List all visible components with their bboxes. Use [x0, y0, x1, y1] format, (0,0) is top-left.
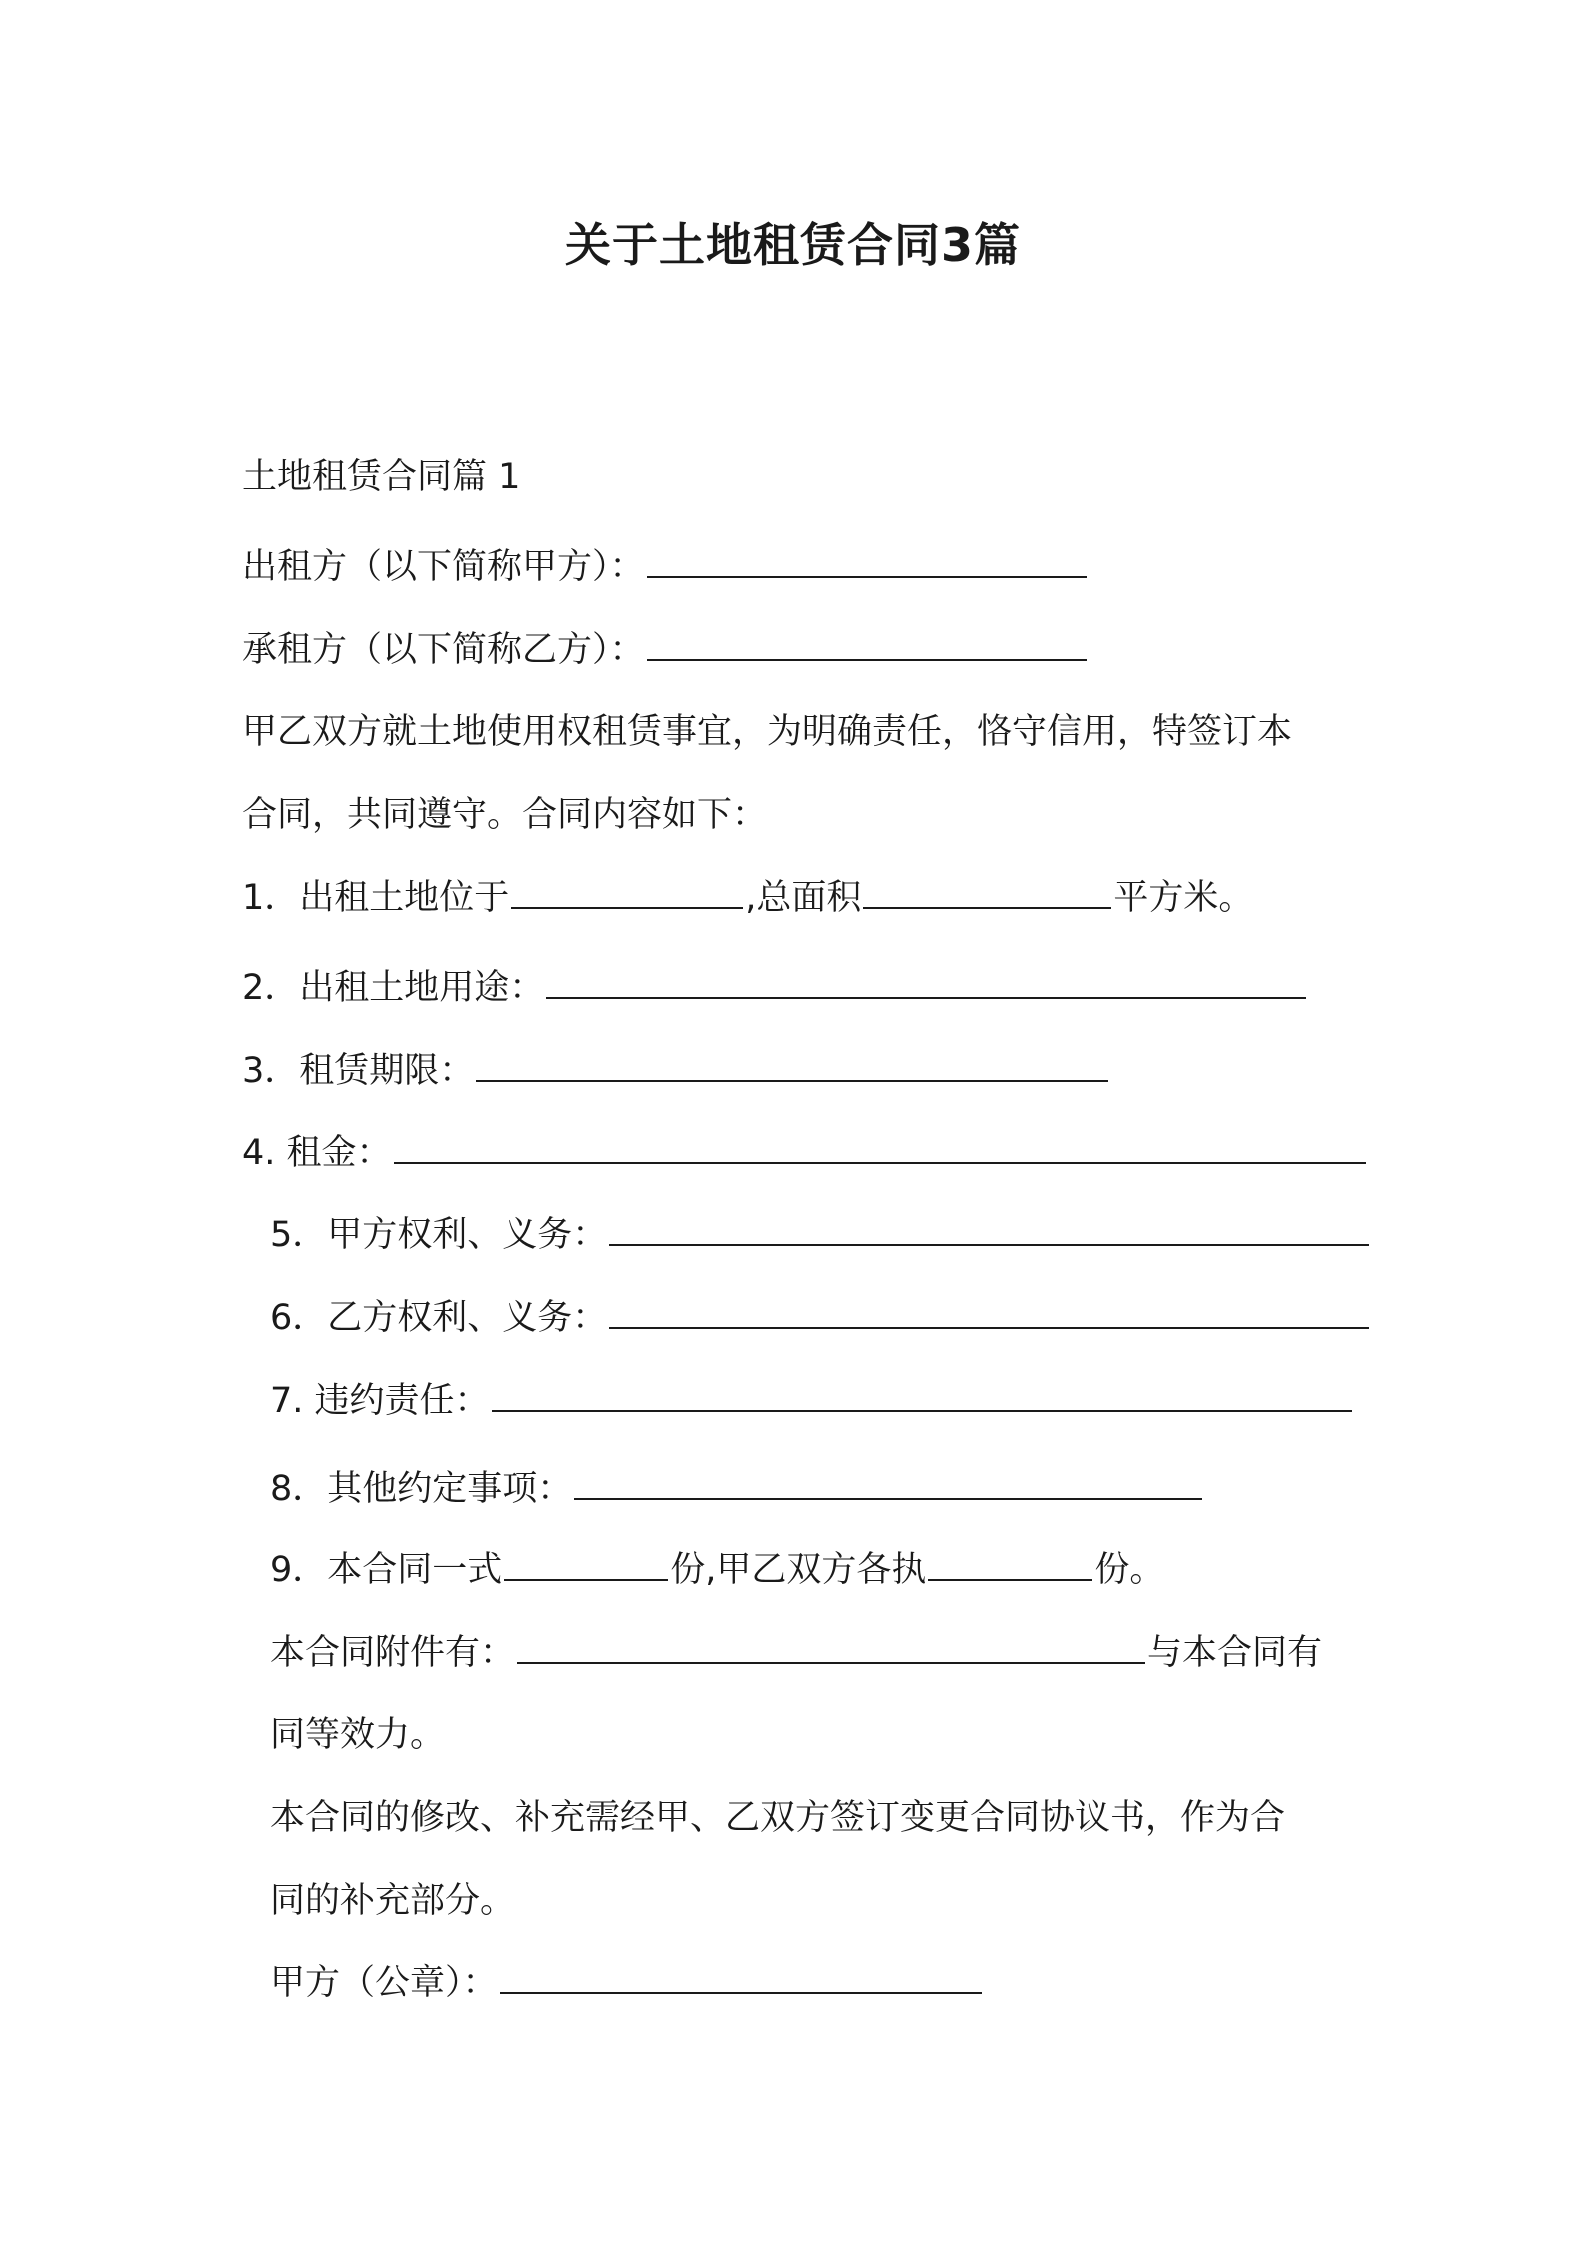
lessee-line [242, 625, 1089, 675]
item-5-label: 5．甲方权利、义务： [270, 1215, 608, 1255]
item-7-blank [492, 1380, 1352, 1412]
attachment-line-1 [270, 1628, 1322, 1678]
item-1-middle: ,总面积 [745, 878, 862, 918]
lessor-line [242, 542, 1089, 592]
item-5-line [270, 1210, 1371, 1260]
party-a-seal-label: 甲方（公章）： [270, 1963, 498, 2003]
intro-line-1-text: 甲乙双方就土地使用权租赁事宜，为明确责任，恪守信用，特签订本 [242, 712, 1293, 752]
item-4-label: 4. 租金： [242, 1133, 392, 1173]
item-1-suffix: 平方米。 [1113, 878, 1254, 918]
item-7-label: 7. 违约责任： [270, 1381, 490, 1421]
attachment-line-2-text: 同等效力。 [270, 1715, 446, 1755]
lessee-label: 承租方（以下简称乙方）： [242, 630, 645, 670]
amendment-line-1-text: 本合同的修改、补充需经甲、乙双方签订变更合同协议书，作为合 [270, 1798, 1286, 1838]
item-6-line [270, 1293, 1371, 1343]
amendment-line-2-text: 同的补充部分。 [270, 1881, 516, 1921]
amendment-line-1 [270, 1793, 1285, 1843]
item-9-copies-blank [504, 1549, 668, 1581]
item-3-label: 3．租赁期限： [242, 1051, 475, 1091]
party-a-seal-blank [500, 1962, 982, 1994]
item-6-blank [609, 1297, 1369, 1329]
section-heading [242, 452, 520, 502]
item-2-blank [546, 967, 1306, 999]
item-1-area-blank [863, 877, 1111, 909]
item-8-label: 8．其他约定事项： [270, 1469, 573, 1509]
lessor-label: 出租方（以下简称甲方）： [242, 547, 645, 587]
item-3-line [242, 1046, 1110, 1096]
item-9-middle: 份,甲乙双方各执 [670, 1550, 927, 1590]
section-heading-text: 土地租赁合同篇 1 [242, 457, 521, 497]
attachment-line-2 [270, 1710, 445, 1760]
item-3-blank [476, 1050, 1108, 1082]
item-9-prefix: 9．本合同一式 [270, 1550, 503, 1590]
lessor-blank [647, 546, 1087, 578]
item-1-line [242, 873, 1253, 923]
item-2-label: 2．出租土地用途： [242, 968, 545, 1008]
party-a-seal-line [270, 1958, 984, 2008]
item-1-prefix: 1．出租土地位于 [242, 878, 510, 918]
item-5-blank [609, 1214, 1369, 1246]
intro-line-1 [242, 707, 1292, 757]
lessee-blank [647, 629, 1087, 661]
item-6-label: 6．乙方权利、义务： [270, 1298, 608, 1338]
item-4-line [242, 1128, 1368, 1178]
item-8-line [270, 1464, 1204, 1514]
item-4-blank [394, 1132, 1366, 1164]
item-2-line [242, 963, 1308, 1013]
attachment-suffix: 与本合同有 [1147, 1633, 1323, 1673]
intro-line-2 [242, 790, 767, 840]
item-1-location-blank [511, 877, 743, 909]
document-title: 关于土地租赁合同3篇 [564, 218, 1021, 272]
attachment-prefix: 本合同附件有： [270, 1633, 516, 1673]
item-9-suffix: 份。 [1094, 1550, 1165, 1590]
item-7-line [270, 1376, 1354, 1426]
attachment-blank [517, 1632, 1145, 1664]
item-8-blank [574, 1468, 1202, 1500]
amendment-line-2 [270, 1876, 515, 1926]
intro-line-2-text: 合同，共同遵守。合同内容如下： [242, 795, 768, 835]
item-9-each-blank [928, 1549, 1092, 1581]
item-9-line [270, 1545, 1164, 1595]
